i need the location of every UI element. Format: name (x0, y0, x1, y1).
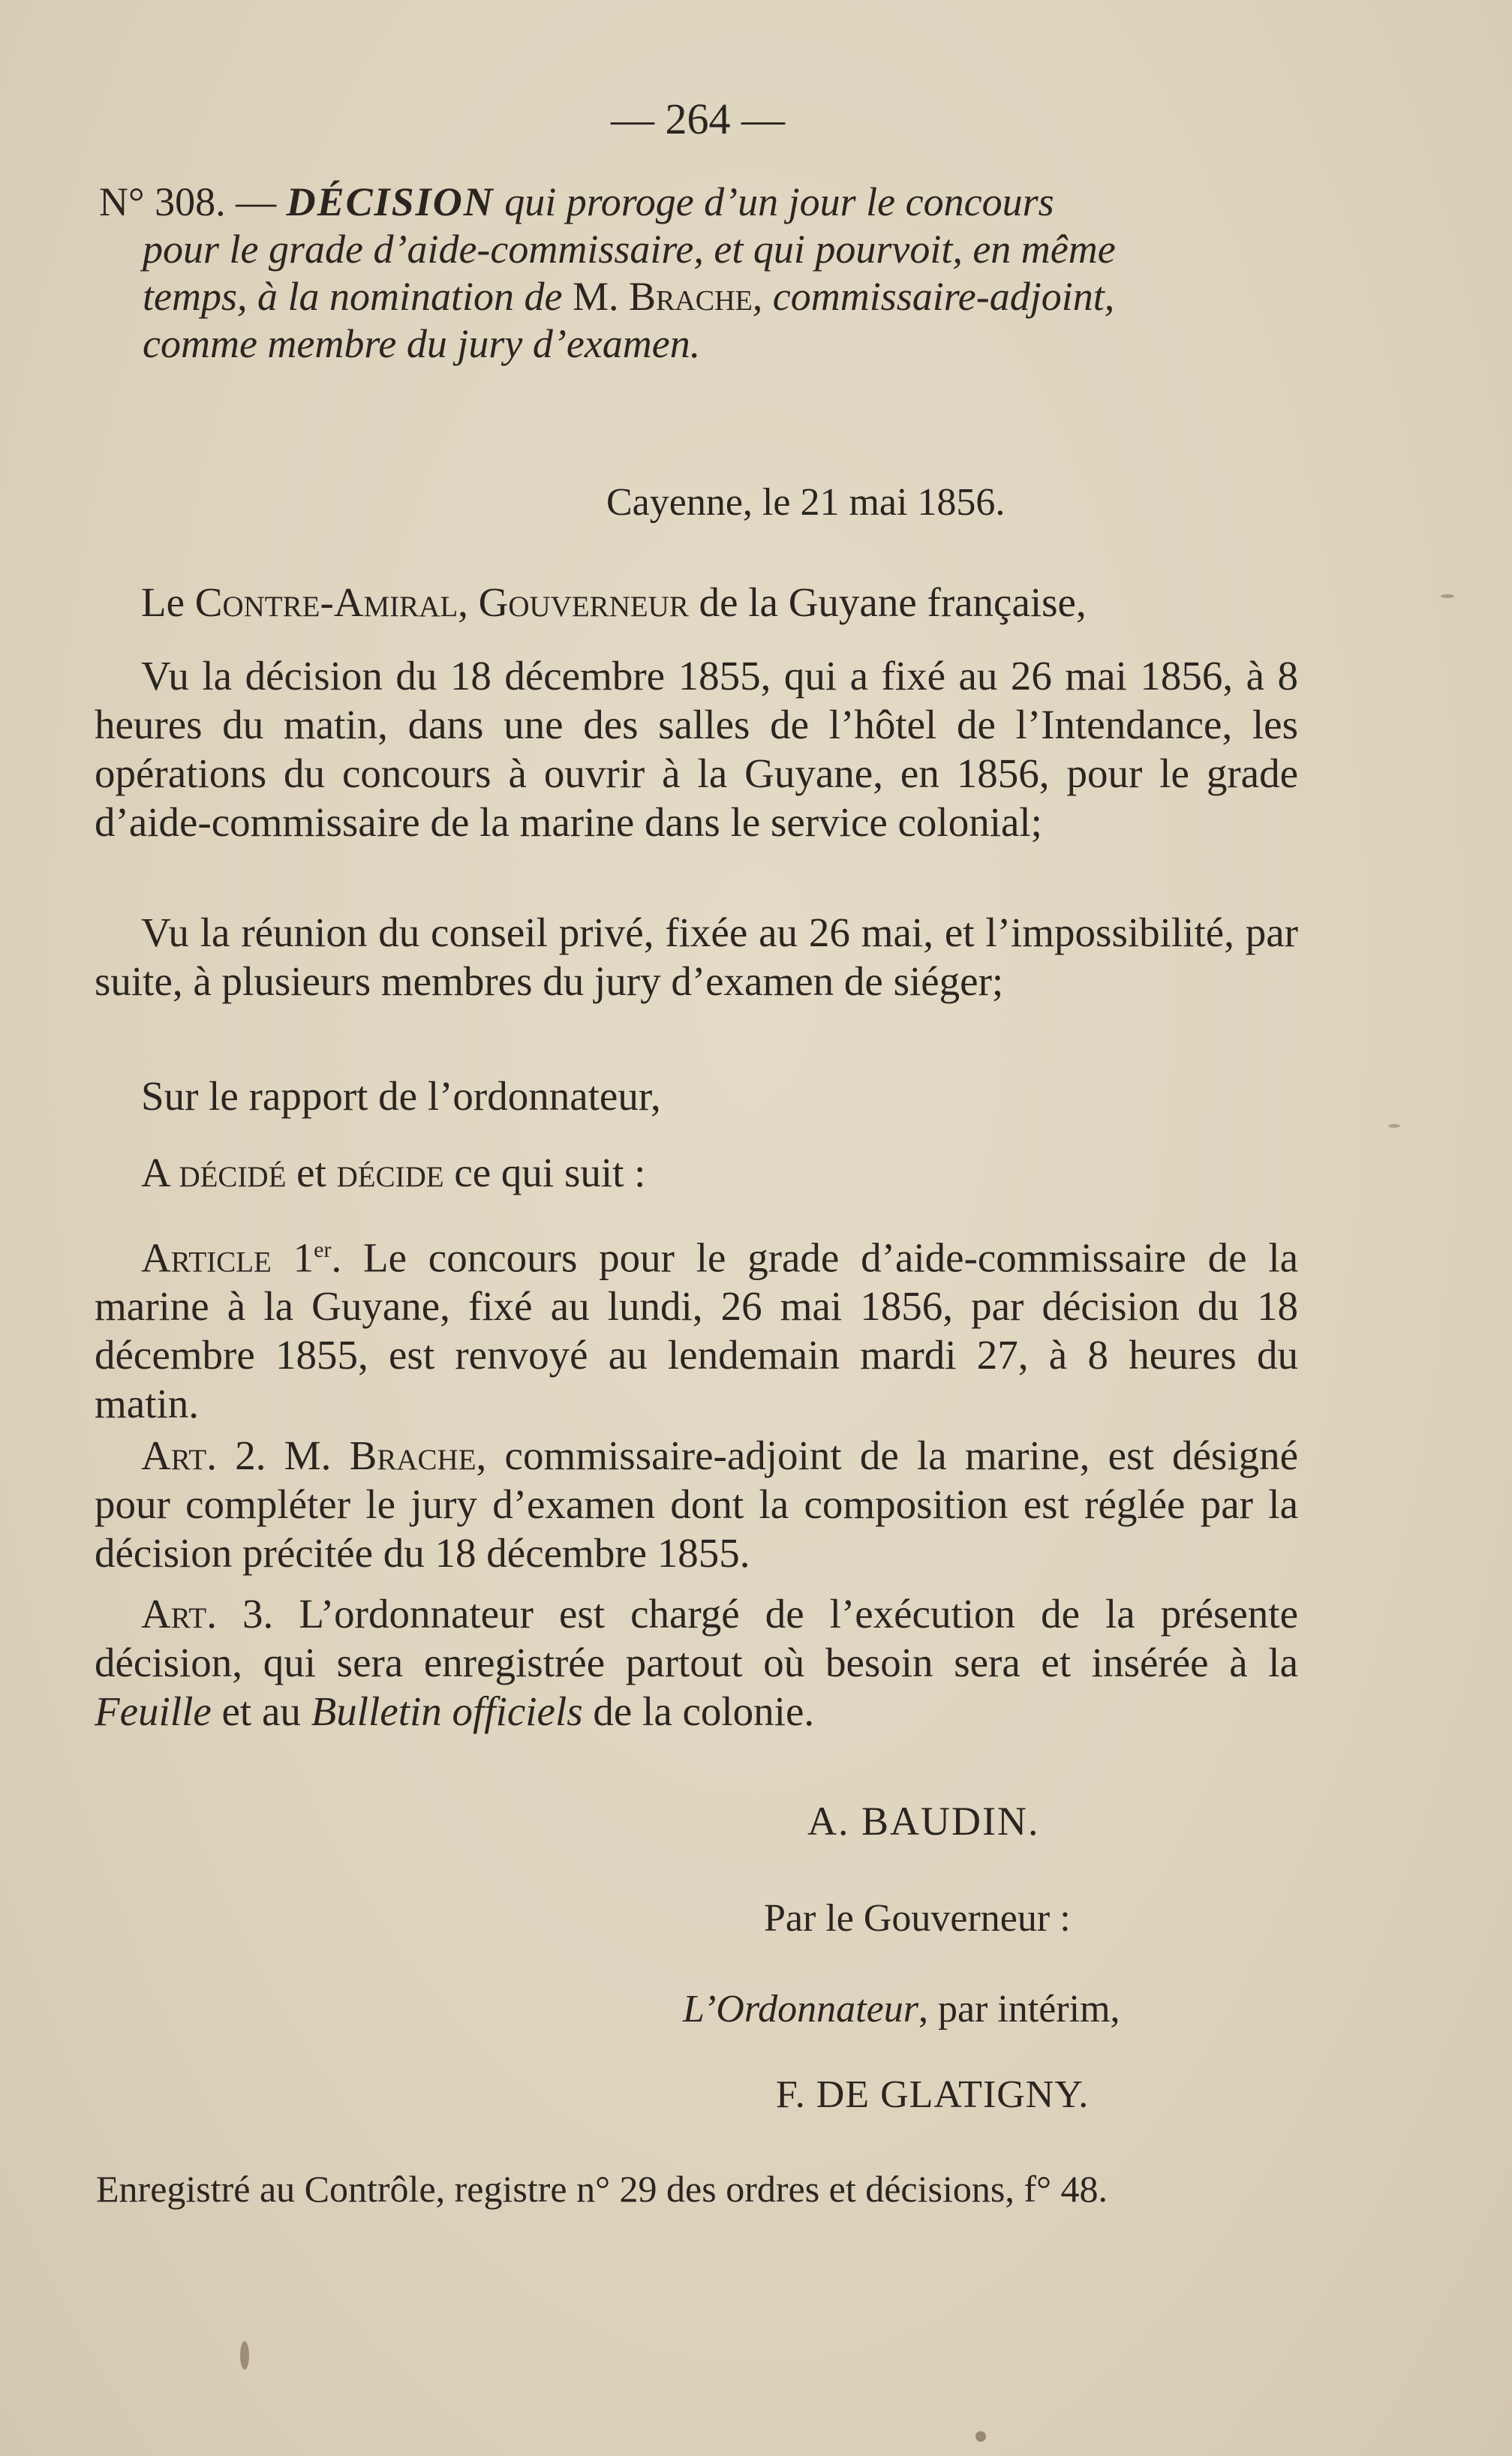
title-line-4: comme membre du jury d’examen. (143, 321, 701, 366)
article-3-num: 3. (216, 1591, 299, 1637)
title-lead: qui proroge d’un jour le concours (494, 179, 1054, 224)
decision-line (95, 1148, 1298, 1213)
par-le-gouverneur: Par le Gouverneur : (764, 1897, 1071, 1940)
article-2-name: Brache (349, 1432, 476, 1478)
preamble-rest: de la Guyane française, (688, 579, 1087, 625)
article-3-bulletin: Bulletin officiels (311, 1688, 583, 1734)
article-1-sep: . (331, 1234, 364, 1281)
decision-a: A (141, 1150, 179, 1195)
preamble-comma: , (458, 579, 479, 625)
consideration-1-text: Vu la décision du 18 décembre 1855, qui a fixé au 26 mai 1856, à 8 heures du matin, dans une des salles de l’hôtel de l’Intendance, les opérations du concours à ouvrir à la Guyane, en 1856, pour le grade d’aide-commissaire de la marine dans le service colonial; (95, 653, 1298, 845)
decision-title (99, 179, 1300, 368)
consideration-3-text: Sur le rapport de l’ordonnateur, (141, 1073, 661, 1119)
paper-blemish (240, 2341, 249, 2370)
title-line-3-post: , commissaire-adjoint, (752, 274, 1115, 319)
article-3-feuille: Feuille (95, 1688, 212, 1734)
interim-label: , par intérim, (918, 1988, 1120, 2031)
article-2-text: , commissaire-adjoint de la marine, est désigné pour compléter le jury d’examen dont la composition est réglée par la décision précitée du 18 décembre 1855. (95, 1432, 1299, 1576)
decision-keyword: DÉCISION (286, 179, 494, 224)
ordonnateur-line (683, 1987, 1120, 2031)
article-1-label: Article 1 (141, 1234, 314, 1281)
title-mr: M. (572, 274, 619, 319)
decision-number: N° 308. (99, 179, 226, 224)
decision-et: et (286, 1150, 337, 1195)
title-line-2: pour le grade d’aide-commissaire, et qui pourvoit, en même (143, 227, 1116, 272)
title-gouverneur: Gouverneur (478, 579, 689, 625)
title-dash: — (225, 179, 287, 224)
consideration-3 (95, 1072, 1298, 1137)
title-contre-amiral: Contre-Amiral (194, 579, 458, 625)
title-name: Brache (628, 274, 753, 319)
article-3-et: et au (211, 1688, 311, 1734)
countersignatory-name: F. DE GLATIGNY. (776, 2073, 1090, 2116)
decision-rest: ce qui suit : (443, 1150, 646, 1195)
ordonnateur-label: L’Ordonnateur (683, 1988, 918, 2031)
article-3-text-pre: L’ordonnateur est chargé de l’exécution de la présente décision, qui sera enregistrée partout où besoin sera et insérée à la (95, 1591, 1298, 1685)
paper-blemish (1441, 594, 1454, 598)
consideration-1 (95, 651, 1298, 863)
article-2 (95, 1431, 1298, 1594)
decision-decide-1: décidé (179, 1150, 287, 1195)
paper-blemish (1388, 1124, 1400, 1128)
title-line-3 (99, 273, 1300, 320)
article-3-label: Art. (141, 1591, 217, 1637)
registration-note: Enregistré au Contrôle, registre n° 29 des ordres et décisions, f° 48. (96, 2168, 1108, 2210)
decision-decide-2: décide (336, 1150, 444, 1195)
article-1-text: Le concours pour le grade d’aide-commissaire de la marine à la Guyane, fixé au lundi, 26 mai 1856, par décision du 18 décembre 1855, est renvoyé au lendemain mardi 27, à 8 heures du matin. (95, 1234, 1299, 1427)
article-2-mr: M. (284, 1432, 350, 1478)
consideration-2 (95, 908, 1298, 1022)
signatory-name: A. BAUDIN. (807, 1799, 1040, 1844)
article-2-num: 2. (216, 1432, 284, 1478)
title-line-3-pre: temps, à la nomination de (143, 274, 573, 319)
page-number: — 264 — (611, 95, 785, 143)
article-3-text-post: de la colonie. (582, 1688, 815, 1734)
article-1 (95, 1225, 1298, 1444)
preamble (95, 578, 1298, 643)
consideration-2-text: Vu la réunion du conseil privé, fixée au 26 mai, et l’impossibilité, par suite, à plusieurs membres du jury d’examen de siéger; (95, 909, 1298, 1004)
article-3 (95, 1589, 1298, 1752)
article-2-label: Art. (141, 1432, 217, 1478)
article-1-sup: er (314, 1237, 332, 1262)
preamble-le: Le (141, 579, 195, 625)
place-date: Cayenne, le 21 mai 1856. (606, 481, 1005, 524)
paper-blemish (975, 2431, 986, 2442)
